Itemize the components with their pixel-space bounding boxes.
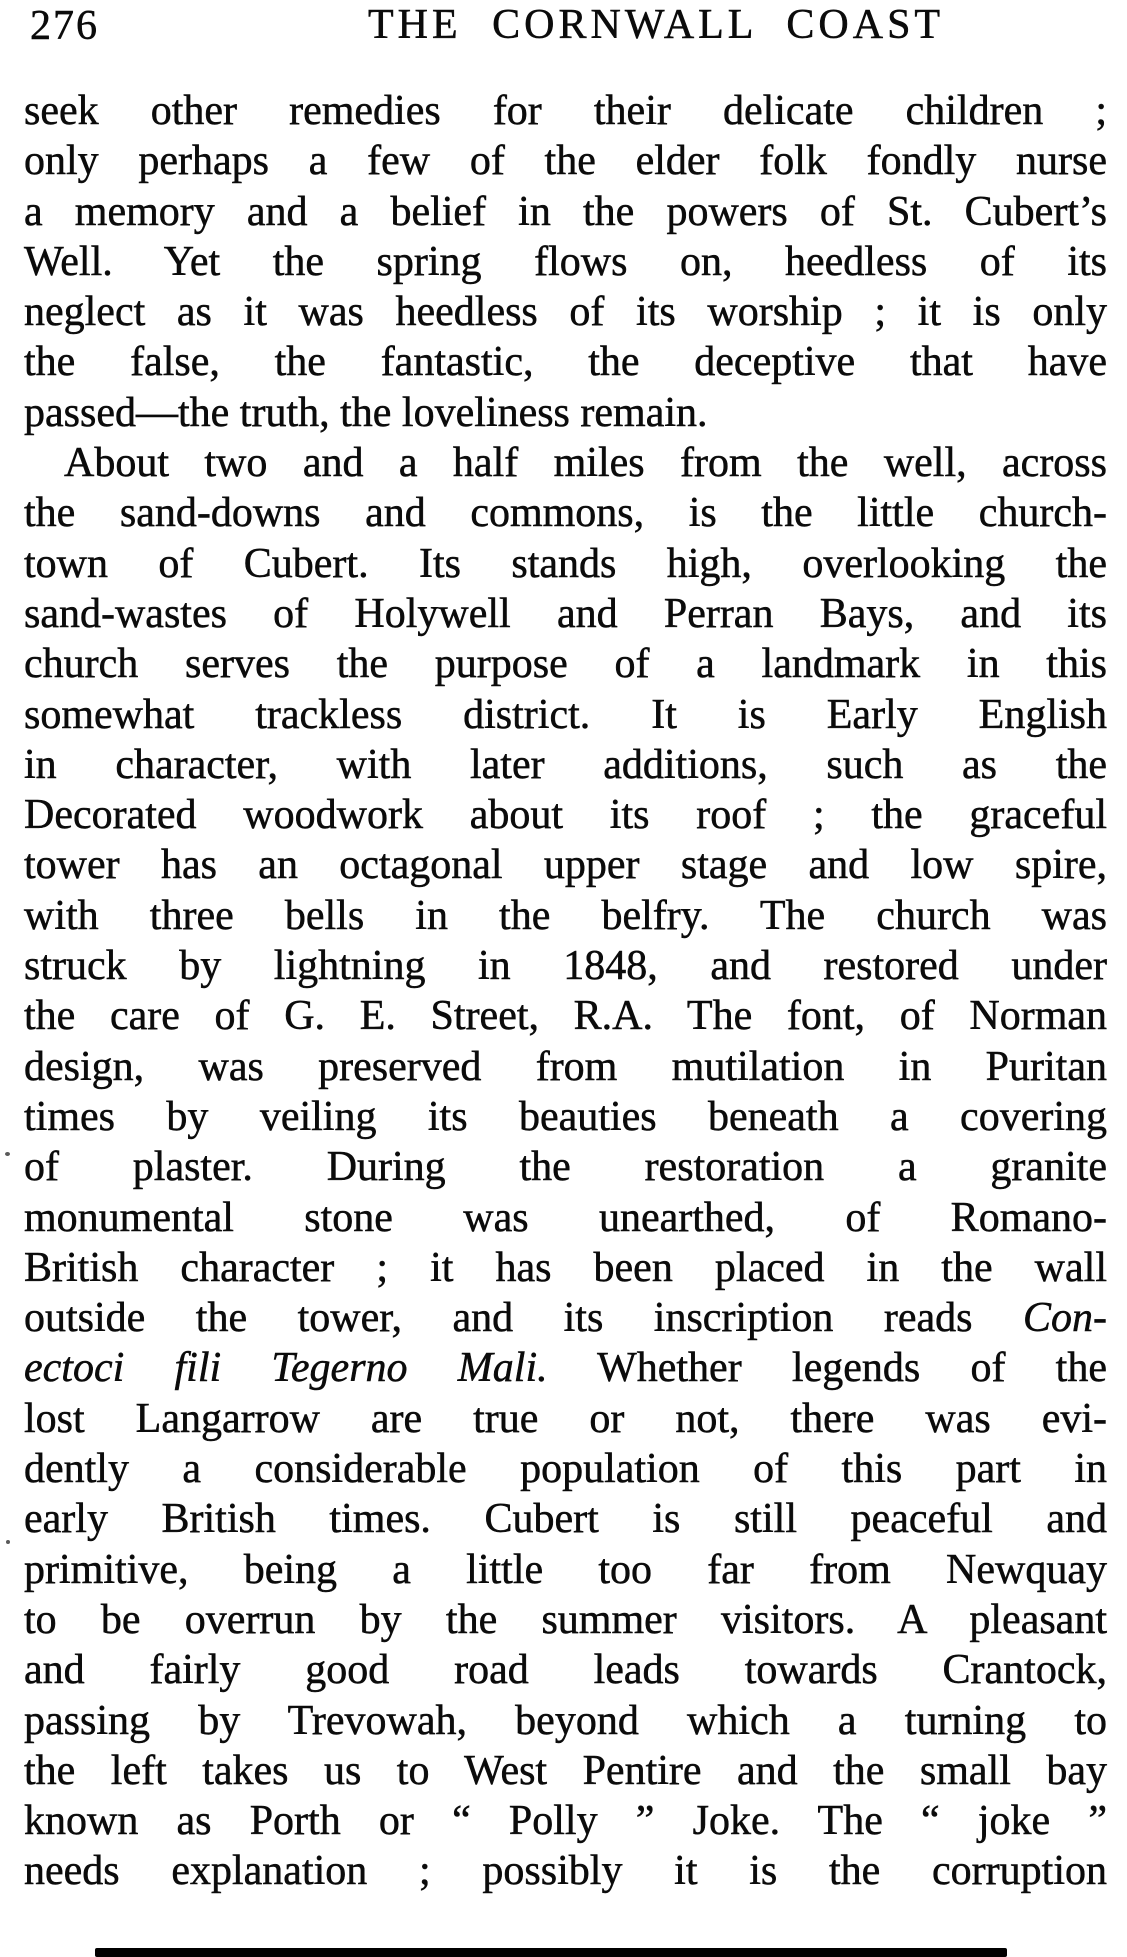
scan-edge-artifact-bar xyxy=(95,1948,1007,1957)
text-line: to be overrun by the summer visitors. A pleasant xyxy=(24,1596,1107,1643)
text-line: the left takes us to West Pentire and the small bay xyxy=(24,1747,1107,1794)
body-text xyxy=(24,86,1107,1897)
text-line: British character ; it has been placed in the wall xyxy=(24,1244,1107,1291)
scan-speck xyxy=(5,1152,10,1156)
text-line: struck by lightning in 1848, and restored under xyxy=(24,943,1107,990)
text-line: needs explanation ; possibly it is the corruption xyxy=(24,1848,1107,1895)
text-line: a memory and a belief in the powers of St. Cubert’s xyxy=(24,188,1107,235)
text-line: Well. Yet the spring flows on, heedless of its xyxy=(24,238,1107,285)
text-line: times by veiling its beauties beneath a covering xyxy=(24,1093,1107,1140)
text-line: the sand-downs and commons, is the little church- xyxy=(24,490,1107,537)
text-line: sand-wastes of Holywell and Perran Bays, and its xyxy=(24,590,1107,637)
text-line: known as Porth or “ Polly ” Joke. The “ joke ” xyxy=(24,1798,1107,1845)
text-line: church serves the purpose of a landmark in this xyxy=(24,641,1107,688)
text-line: with three bells in the belfry. The church was xyxy=(24,892,1107,939)
text-line: somewhat trackless district. It is Early English xyxy=(24,691,1107,738)
text-line: and fairly good road leads towards Crantock, xyxy=(24,1647,1107,1694)
text-line: seek other remedies for their delicate children ; xyxy=(24,88,1107,134)
text-line: design, was preserved from mutilation in Puritan xyxy=(24,1043,1107,1090)
text-line: ectoci fili Tegerno Mali. Whether legends of the xyxy=(24,1345,1107,1392)
text-line: dently a considerable population of this part in xyxy=(24,1446,1107,1493)
text-line: passing by Trevowah, beyond which a turning to xyxy=(24,1697,1107,1744)
scan-speck xyxy=(6,1540,10,1544)
text-line: the false, the fantastic, the deceptive that have xyxy=(24,339,1107,386)
text-line: primitive, being a little too far from Newquay xyxy=(24,1546,1107,1593)
text-line: of plaster. During the restoration a granite xyxy=(24,1144,1107,1191)
text-line: About two and a half miles from the well, across xyxy=(64,440,1107,487)
text-line: outside the tower, and its inscription reads Con- xyxy=(24,1295,1107,1342)
text-line: in character, with later additions, such as the xyxy=(24,741,1107,788)
text-line: tower has an octagonal upper stage and low spire, xyxy=(24,842,1107,889)
text-line: Decorated woodwork about its roof ; the graceful xyxy=(24,792,1107,839)
text-line: the care of G. E. Street, R.A. The font, of Norman xyxy=(24,993,1107,1040)
text-line: passed—the truth, the loveliness remain. xyxy=(24,389,708,436)
text-line: monumental stone was unearthed, of Romano- xyxy=(24,1194,1107,1241)
text-line: town of Cubert. Its stands high, overlooking the xyxy=(24,540,1107,587)
text-line: early British times. Cubert is still peaceful and xyxy=(24,1496,1107,1543)
text-line: lost Langarrow are true or not, there was evi- xyxy=(24,1395,1107,1442)
text-line: only perhaps a few of the elder folk fondly nurse xyxy=(24,138,1107,185)
page-number: 276 xyxy=(30,3,99,49)
text-line: neglect as it was heedless of its worship ; it is only xyxy=(24,289,1107,336)
running-title: THE CORNWALL COAST xyxy=(368,2,945,48)
